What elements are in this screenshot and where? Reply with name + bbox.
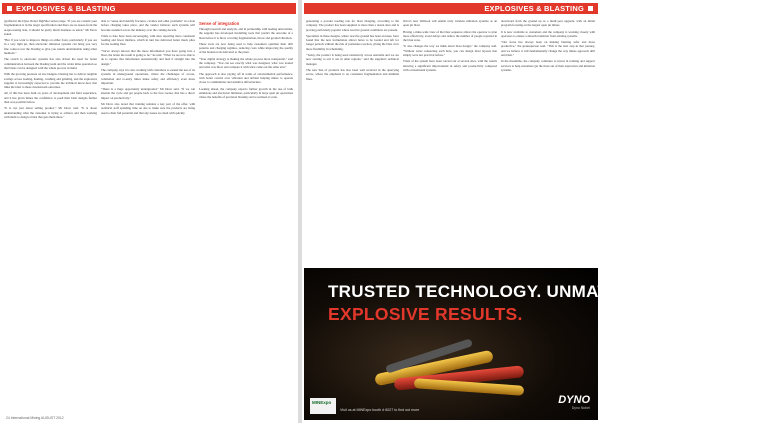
paragraph: generating a powder loading rate for blast charging, according to the company. The product has been supplied to more than a dozen sites and is proving particularly popular where reactive ground conditions are present. [306, 19, 399, 32]
paragraph: Trials of the system have been carried out at several sites, with the results showing a significant improvement in safety and productivity compared with conventional systems. [403, 59, 497, 72]
dyno-logo-text: DYNO [558, 394, 590, 406]
minexpo-badge-text: MINExpo [312, 400, 332, 405]
paragraph: All of this has been built on years of development and field experience, and it has given mines the confidence to push their blast designs further than was possible before. [4, 91, 97, 105]
paragraph: able to "sense and identify fractures, cavities and other problems" in a hole before charging takes place, and the vendor believes such systems will become standard across the industry over the coming decade. [101, 19, 195, 32]
paragraph: In the meantime, the company continues to invest in training and support services to help customers get the most out of their explosives and initiation systems. [501, 59, 595, 72]
paragraph: The new line of products has also been well received in the quarrying sector, where the emphasis is on consistent fragmentation and minimal fines. [306, 67, 399, 81]
left-page [0, 0, 298, 423]
paragraph: "Your digital strategy is making the whole process more transparent," said the company. "You can see exactly what was designed, what was loaded and what was fired, and compare it with what came out the other end." [199, 56, 293, 70]
subheading: Sense of integration [199, 21, 240, 26]
article-column-2 [403, 19, 497, 265]
dyno-logo-subtext: Dyno Nobel [571, 406, 590, 410]
article-column-3 [199, 19, 293, 401]
paragraph: typified in the Dyno Nobel DigiShot series range. "If you are content your fragmentation is in the target specification and there are no issues from the oreprocessing side, it should be pretty much business as usual," Mr Drew stated. [4, 19, 97, 36]
section-square-icon [588, 6, 593, 11]
paragraph: Mr Drew also noted that training remains a key part of the offer, with technical staff spending time on site to make sure the products are being used to their full potential and that any issues are dealt with quickly. [101, 102, 195, 115]
paragraph: The company says it is also working with customers to extend the use of its systems in underground operations, where the challenges of access, ventilation and re-entry times make safety and efficiency even more important. [101, 67, 195, 85]
explosive-tubes-image [364, 332, 544, 402]
paragraph: downward from the ground up as a multi-year upgrade, with an initial program focusing on the largest open pit mines. [501, 19, 595, 28]
section-square-icon [7, 6, 12, 11]
paragraph: "It also changes the way we think about blast design," the company said. "Without wires connecting each hole, you can design blast layouts that simply were not practical before." [403, 44, 497, 58]
minexpo-badge [310, 398, 336, 414]
article-column-3 [501, 19, 595, 265]
paragraph: "It is not just about selling product," Mr Drew said. "It is about understanding what the customer is trying to achieve and then working with them to design a blast that gets them there." [4, 106, 97, 119]
paragraph: These tools are now being used to help customers optimise their drill patterns and charging regimes, reducing costs while improving the quality of the broken rock delivered to the plant. [199, 41, 293, 55]
paragraph: "There is a huge opportunity underground," Mr Drew said. "If we can shorten the cycle and get people back to the face sooner, that has a direct impact on productivity." [101, 87, 195, 100]
page-footer: 24 International Mining AUGUST 2012 [6, 416, 64, 420]
advertisement [304, 268, 766, 420]
paragraph: "Our focus has always been on making blasting safer and more productive," the spokesperson said. "This is the next step in that journey, and we believe it will fundamentally change the way mines approach drill and blast." [501, 40, 595, 58]
ad-subheadline: EXPLOSIVE RESULTS. [328, 304, 523, 324]
paragraph: The approach is also paying off in terms of environmental performance, with better control over vibration and airblast helping mines to operate closer to communities and sensitive infrastructure. [199, 71, 293, 85]
section-tag: EXPLOSIVES & BLASTING [16, 4, 116, 13]
article-column-1 [4, 19, 97, 401]
section-header-bar [2, 3, 296, 14]
paragraph: Trials to date have been encouraging, with sites reporting more consistent loading and fewer misfires, which in turn has delivered better muck piles for the loading fleet. [101, 33, 195, 47]
section-header-bar [304, 3, 598, 14]
paragraph: With the growing pressure on site budgets, blasting has to deliver tangible savings across loading, hauling, crushing and grinding, and the explosives supplier is increasingly expected to provide the technical know-how that links the blast to these downstream outcomes. [4, 72, 97, 90]
paragraph: Looking ahead, the company expects further growth in the use of bulk emulsions and electronic initiation, particularly in large open pit operations where the benefits of precision blasting can be realised at scale. [199, 86, 293, 100]
right-page [302, 0, 766, 423]
paragraph: "Today, the product is being used extensively across Australia and we are now starting to roll it out in other regions," said the supplier's technical manager. [306, 53, 399, 66]
article-column-1 [306, 19, 399, 265]
ad-info-text: Visit us at MINExpo booth # 6027 to find out more [340, 408, 420, 412]
dyno-logo [550, 394, 590, 412]
paragraph: Through research and analysis, and in partnership with leading universities, the supplier has developed modelling tools that predict the outcome of a blast before it is fired, covering fragmentation, throw and ground vibration. [199, 27, 293, 40]
ad-headline: TRUSTED TECHNOLOGY. UNMATCHED EXPERTISE. [328, 282, 766, 301]
article-column-2 [101, 19, 195, 401]
section-tag: EXPLOSIVES & BLASTING [484, 4, 584, 13]
paragraph: Specialists in these designs, where reactive ground has been an issue, have found that the new formulation allows holes to be loaded and left for longer periods without the risk of premature reaction, giving the blast crew more flexibility in scheduling. [306, 33, 399, 51]
paragraph: Orica's new WebGen will enable truly wireless initiation systems as an open pit blast. [403, 19, 497, 28]
paragraph: The switch to electronic systems has also driven the need for better communication between the blasting team and the wider mine operation so that blasts can be designed with the whole process in mind. [4, 57, 97, 70]
paragraph: It is now available to customers and the company is working closely with operators to ensure a smooth transition from existing systems. [501, 29, 595, 38]
paragraph: Having a mine-wide view of the blast sequence allows the operator to plan more effectively, avoid delays and reduce the number of people required in the blast zone. [403, 29, 497, 43]
paragraph: "But if you want to improve things on either front, particularly if you are in a very tight pit, then electronic initiation systems can bring you very fine control over the blasting to give you results unobtainable using other methods." [4, 38, 97, 56]
paragraph: "We've always known that the more information you have going into a blast, the better the result is going to be," he said. "What we are now able to do is capture that information automatically and feed it straight into the design." [101, 48, 195, 66]
